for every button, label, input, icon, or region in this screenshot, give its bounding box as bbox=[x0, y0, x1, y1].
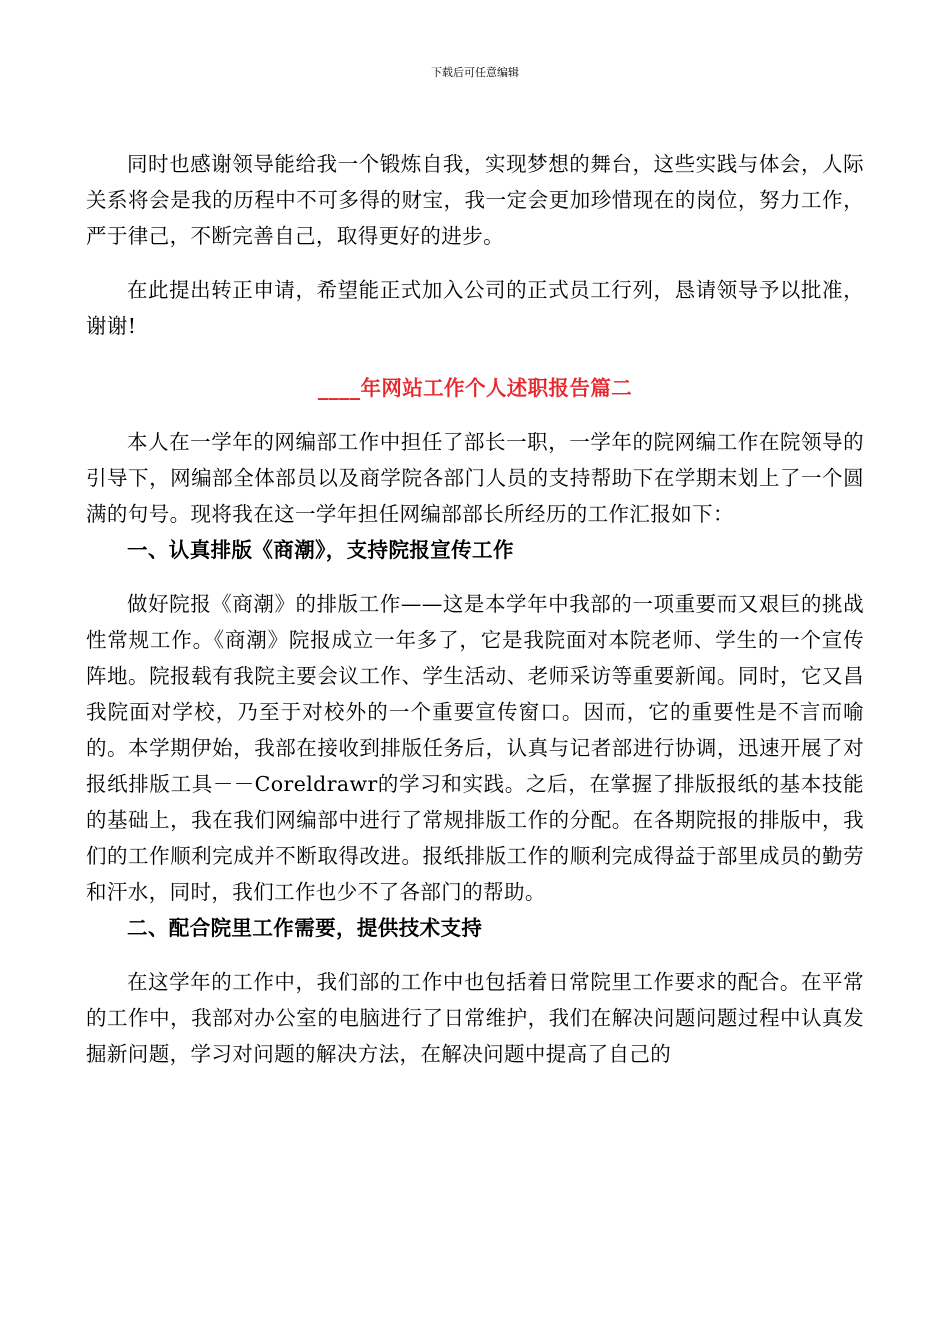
heading-layout-work: 一、认真排版《商潮》，支持院报宣传工作 bbox=[127, 538, 514, 562]
paragraph-layout-work: 做好院报《商潮》的排版工作——这是本学年中我部的一项重要而又艰巨的挑战性常规工作。《商潮》院报成立一年多了，它是我院面对本院老师、学生的一个宣传阵地。院报载有我院主要会议工作、学生活动、老师采访等重要新闻。同时，它又昌我院面对学校，乃至于对校外的一个重要宣传窗口。因而，它的重要性是不言而喻的。本学期伊始，我部在接收到排版任务后，认真与记者部进行协调，迅速开展了对报纸排版工具－－Coreldrawr的学习和实践。之后，在掌握了排版报纸的基本技能的基础上，我在我们网编部中进行了常规排版工作的分配。在各期院报的排版中，我们的工作顺利完成并不断取得改进。报纸排版工作的顺利完成得益于部里成员的勤劳和汗水，同时，我们工作也少不了各部门的帮助。 bbox=[86, 592, 864, 904]
document-body bbox=[86, 146, 864, 1072]
paragraph-tech-support: 在这学年的工作中，我们部的工作中也包括着日常院里工作要求的配合。在平常的工作中，我部对办公室的电脑进行了日常维护，我们在解决问题问题过程中认真发掘新问题，学习对问题的解决方法，在解决问题中提高了自己的 bbox=[86, 970, 864, 1066]
section-title: ____年网站工作个人述职报告篇二 bbox=[317, 376, 633, 400]
paragraph-intro: 本人在一学年的网编部工作中担任了部长一职，一学年的院网编工作在院领导的引导下，网编部全体部员以及商学院各部门人员的支持帮助下在学期末划上了一个圆满的句号。现将我在这一学年担任网编部部长所经历的工作汇报如下： bbox=[86, 430, 864, 526]
paragraph-thanks: 同时也感谢领导能给我一个锻炼自我，实现梦想的舞台，这些实践与体会，人际关系将会是我的历程中不可多得的财宝，我一定会更加珍惜现在的岗位，努力工作，严于律己，不断完善自己，取得更好的进步。 bbox=[86, 152, 864, 248]
heading-tech-support: 二、配合院里工作需要，提供技术支持 bbox=[127, 916, 483, 940]
paragraph-application: 在此提出转正申请，希望能正式加入公司的正式员工行列，恳请领导予以批准，谢谢! bbox=[86, 278, 864, 338]
header-note: 下载后可任意编辑 bbox=[431, 66, 519, 79]
